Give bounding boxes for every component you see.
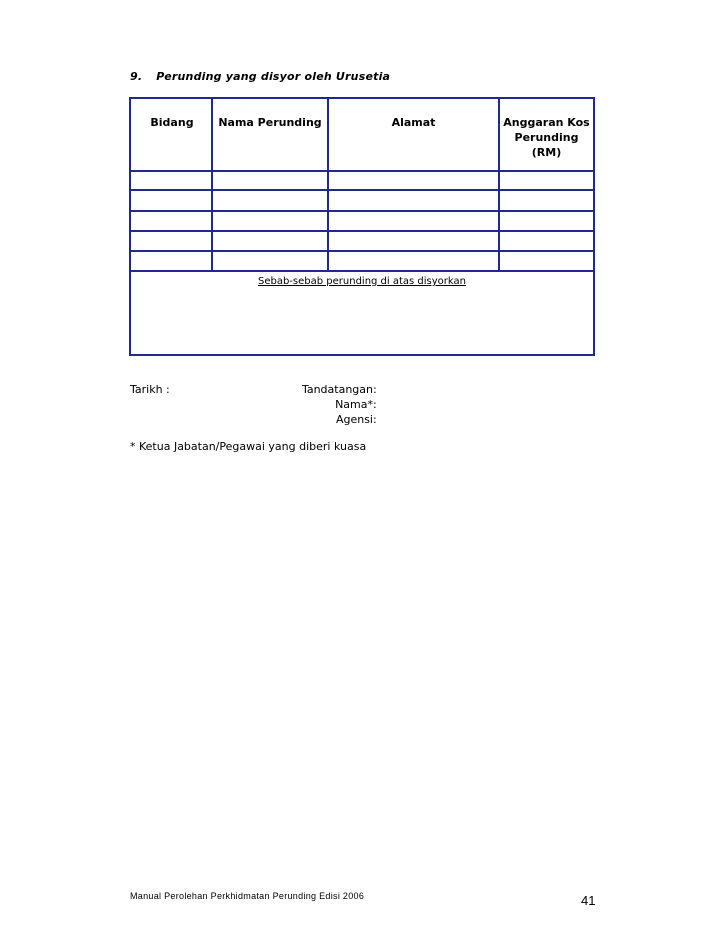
- section-heading: [130, 70, 390, 83]
- header-kos-line1: Anggaran Kos: [503, 116, 590, 129]
- agency-colon: :: [373, 413, 377, 426]
- name-label: Nama*: [335, 398, 373, 411]
- row-divider: [131, 170, 593, 172]
- section-title: Perunding yang disyor oleh Urusetia: [156, 70, 391, 83]
- row-divider: [131, 230, 593, 232]
- row-divider: [131, 210, 593, 212]
- page-number: 41: [581, 893, 596, 908]
- signature-colon: :: [373, 383, 377, 396]
- consultant-table: [129, 97, 595, 356]
- name-colon: :: [373, 398, 377, 411]
- header-anggaran-kos: [500, 115, 593, 160]
- header-alamat: Alamat: [391, 116, 436, 129]
- row-divider: [131, 250, 593, 252]
- header-kos-line3: (RM): [531, 146, 562, 159]
- reason-label: [131, 276, 593, 287]
- section-number: 9.: [130, 70, 143, 83]
- header-kos-line2: Perunding: [514, 131, 579, 144]
- date-label: Tarikh :: [130, 383, 170, 396]
- row-divider: [131, 270, 593, 272]
- reason-label-text: Sebab-sebab perunding di atas disyorkan: [257, 276, 466, 287]
- agency-label: Agensi: [335, 413, 373, 426]
- header-nama-perunding: Nama Perunding: [218, 116, 322, 129]
- footer-text: Manual Perolehan Perkhidmatan Perunding Edisi 2006: [130, 891, 365, 901]
- footnote: * Ketua Jabatan/Pegawai yang diberi kuasa: [130, 440, 367, 453]
- signature-label: Tandatangan: [301, 383, 373, 396]
- row-divider: [131, 189, 593, 191]
- header-bidang: Bidang: [150, 116, 194, 129]
